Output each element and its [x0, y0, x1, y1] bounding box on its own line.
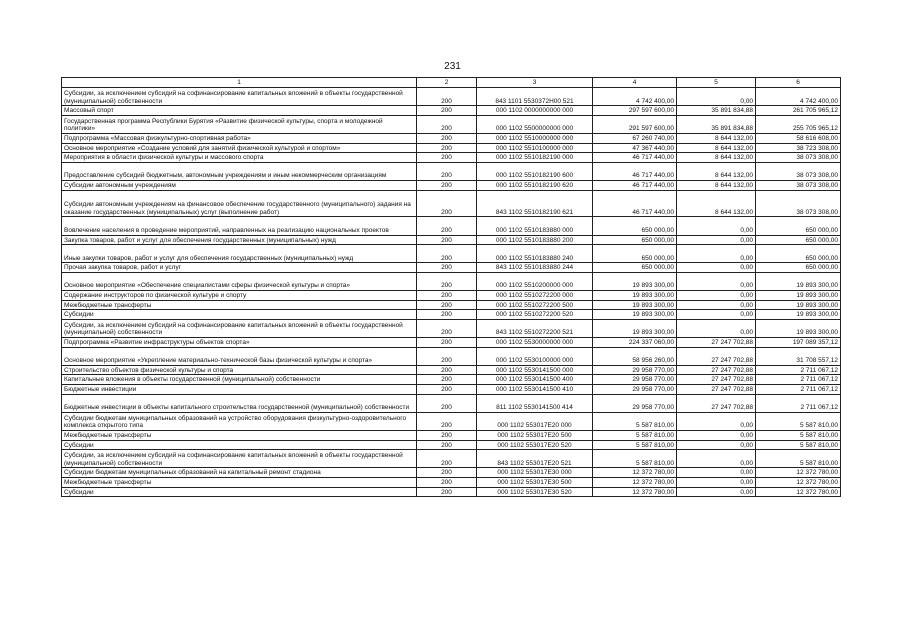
- classification-code-cell: 843 1102 553017Е20 521: [477, 450, 593, 468]
- table-row: [62, 133, 841, 143]
- table-row: [62, 365, 841, 375]
- unexecuted-amount-cell: 38 723 308,00: [756, 143, 841, 153]
- classification-code-cell: 000 1102 5500000000 000: [477, 115, 593, 133]
- unexecuted-amount-cell: 2 711 067,12: [756, 394, 841, 412]
- item-name-cell: Строительство объектов физической культуры и спорта: [62, 365, 417, 375]
- table-row: [62, 180, 841, 190]
- approved-amount-cell: 5 587 810,00: [593, 412, 677, 430]
- approved-amount-cell: 650 000,00: [593, 263, 677, 273]
- column-header-3: 3: [477, 78, 593, 88]
- approved-amount-cell: 47 367 440,00: [593, 143, 677, 153]
- table-row: [62, 347, 841, 365]
- approved-amount-cell: 46 717 440,00: [593, 153, 677, 163]
- unexecuted-amount-cell: 19 893 300,00: [756, 272, 841, 290]
- approved-amount-cell: 29 958 770,00: [593, 385, 677, 395]
- table-row: [62, 440, 841, 450]
- executed-amount-cell: 27 247 702,88: [677, 394, 756, 412]
- approved-amount-cell: 12 372 780,00: [593, 487, 677, 497]
- table-row: [62, 385, 841, 395]
- executed-amount-cell: 0,00: [677, 450, 756, 468]
- executed-amount-cell: 0,00: [677, 245, 756, 263]
- unexecuted-amount-cell: 261 705 965,12: [756, 106, 841, 116]
- item-name-cell: Субсидии: [62, 310, 417, 320]
- item-name-cell: Межбюджетные трансферты: [62, 477, 417, 487]
- unexecuted-amount-cell: 5 587 810,00: [756, 440, 841, 450]
- unexecuted-amount-cell: 5 587 810,00: [756, 430, 841, 440]
- item-name-cell: Подпрограмма «Массовая физкультурно-спортивная работа»: [62, 133, 417, 143]
- approved-amount-cell: 5 587 810,00: [593, 430, 677, 440]
- table-row: [62, 291, 841, 301]
- row-code-cell: 200: [417, 430, 477, 440]
- row-code-cell: 200: [417, 347, 477, 365]
- table-row: [62, 190, 841, 217]
- unexecuted-amount-cell: 2 711 067,12: [756, 365, 841, 375]
- classification-code-cell: 843 1102 5510272200 521: [477, 319, 593, 337]
- unexecuted-amount-cell: 38 073 308,00: [756, 162, 841, 180]
- table-row: [62, 235, 841, 245]
- unexecuted-amount-cell: 12 372 780,00: [756, 487, 841, 497]
- executed-amount-cell: 0,00: [677, 440, 756, 450]
- unexecuted-amount-cell: 12 372 780,00: [756, 477, 841, 487]
- classification-code-cell: 000 1102 5510182190 620: [477, 180, 593, 190]
- unexecuted-amount-cell: 19 893 300,00: [756, 300, 841, 310]
- unexecuted-amount-cell: 12 372 780,00: [756, 468, 841, 478]
- table-header-row: [62, 78, 841, 88]
- item-name-cell: Основное мероприятие «Обеспечение специалистами сферы физической культуры и спорта»: [62, 272, 417, 290]
- executed-amount-cell: 0,00: [677, 272, 756, 290]
- item-name-cell: Подпрограмма «Развитие инфраструктуры объектов спорта»: [62, 338, 417, 348]
- classification-code-cell: 000 1102 5530141500 410: [477, 385, 593, 395]
- item-name-cell: Закупка товаров, работ и услуг для обеспечения государственных (муниципальных) нужд: [62, 235, 417, 245]
- approved-amount-cell: 4 742 400,00: [593, 88, 677, 106]
- classification-code-cell: 000 1102 553017Е30 500: [477, 477, 593, 487]
- classification-code-cell: 000 1102 5510272200 520: [477, 310, 593, 320]
- executed-amount-cell: 8 644 132,00: [677, 162, 756, 180]
- item-name-cell: Субсидии бюджетам муниципальных образований на капитальный ремонт стадиона: [62, 468, 417, 478]
- executed-amount-cell: 8 644 132,00: [677, 153, 756, 163]
- row-code-cell: 200: [417, 115, 477, 133]
- item-name-cell: Иные закупки товаров, работ и услуг для обеспечения государственных (муниципальных) нужд: [62, 245, 417, 263]
- executed-amount-cell: 0,00: [677, 319, 756, 337]
- executed-amount-cell: 8 644 132,00: [677, 190, 756, 217]
- approved-amount-cell: 650 000,00: [593, 235, 677, 245]
- executed-amount-cell: 0,00: [677, 88, 756, 106]
- table-row: [62, 310, 841, 320]
- row-code-cell: 200: [417, 468, 477, 478]
- item-name-cell: Субсидии, за исключением субсидий на софинансирование капитальных вложений в объекты государственной (муниципальной) собственности: [62, 88, 417, 106]
- row-code-cell: 200: [417, 487, 477, 497]
- executed-amount-cell: 27 247 702,88: [677, 338, 756, 348]
- unexecuted-amount-cell: 19 893 300,00: [756, 319, 841, 337]
- executed-amount-cell: 0,00: [677, 487, 756, 497]
- item-name-cell: Массовый спорт: [62, 106, 417, 116]
- classification-code-cell: 000 1102 5530141500 000: [477, 365, 593, 375]
- table-row: [62, 319, 841, 337]
- approved-amount-cell: 297 597 600,00: [593, 106, 677, 116]
- approved-amount-cell: 58 956 260,00: [593, 347, 677, 365]
- table-row: [62, 217, 841, 235]
- executed-amount-cell: 27 247 702,88: [677, 385, 756, 395]
- classification-code-cell: 000 1102 553017Е20 500: [477, 430, 593, 440]
- row-code-cell: 200: [417, 394, 477, 412]
- classification-code-cell: 000 1102 5510183880 240: [477, 245, 593, 263]
- row-code-cell: 200: [417, 190, 477, 217]
- executed-amount-cell: 27 247 702,88: [677, 375, 756, 385]
- classification-code-cell: 000 1102 5510000000 000: [477, 133, 593, 143]
- executed-amount-cell: 0,00: [677, 430, 756, 440]
- item-name-cell: Мероприятия в области физической культуры и массового спорта: [62, 153, 417, 163]
- classification-code-cell: 000 1102 5510272200 000: [477, 291, 593, 301]
- table-row: [62, 412, 841, 430]
- executed-amount-cell: 27 247 702,88: [677, 347, 756, 365]
- row-code-cell: 200: [417, 385, 477, 395]
- row-code-cell: 200: [417, 477, 477, 487]
- approved-amount-cell: 5 587 810,00: [593, 440, 677, 450]
- classification-code-cell: 811 1102 5530141500 414: [477, 394, 593, 412]
- table-row: [62, 300, 841, 310]
- item-name-cell: Прочая закупка товаров, работ и услуг: [62, 263, 417, 273]
- item-name-cell: Межбюджетные трансферты: [62, 300, 417, 310]
- table-row: [62, 263, 841, 273]
- executed-amount-cell: 8 644 132,00: [677, 143, 756, 153]
- executed-amount-cell: 27 247 702,88: [677, 365, 756, 375]
- row-code-cell: 200: [417, 310, 477, 320]
- item-name-cell: Субсидии автономным учреждениям: [62, 180, 417, 190]
- unexecuted-amount-cell: 650 000,00: [756, 263, 841, 273]
- approved-amount-cell: 46 717 440,00: [593, 190, 677, 217]
- approved-amount-cell: 650 000,00: [593, 245, 677, 263]
- approved-amount-cell: 291 597 600,00: [593, 115, 677, 133]
- approved-amount-cell: 19 893 300,00: [593, 291, 677, 301]
- page-number: 231: [444, 61, 461, 72]
- executed-amount-cell: 0,00: [677, 310, 756, 320]
- table-row: [62, 477, 841, 487]
- approved-amount-cell: 5 587 810,00: [593, 450, 677, 468]
- table-body: [62, 88, 841, 497]
- executed-amount-cell: 0,00: [677, 217, 756, 235]
- unexecuted-amount-cell: 650 000,00: [756, 235, 841, 245]
- unexecuted-amount-cell: 38 073 308,00: [756, 190, 841, 217]
- row-code-cell: 200: [417, 365, 477, 375]
- classification-code-cell: 000 1102 553017Е30 000: [477, 468, 593, 478]
- item-name-cell: Государственная программа Республики Бурятия «Развитие физической культуры, спорта и молодежной политики»: [62, 115, 417, 133]
- column-header-2: 2: [417, 78, 477, 88]
- unexecuted-amount-cell: 38 073 308,00: [756, 153, 841, 163]
- classification-code-cell: 000 1102 5510100000 000: [477, 143, 593, 153]
- unexecuted-amount-cell: 197 089 357,12: [756, 338, 841, 348]
- row-code-cell: 200: [417, 217, 477, 235]
- executed-amount-cell: 0,00: [677, 235, 756, 245]
- table-row: [62, 88, 841, 106]
- executed-amount-cell: 35 891 834,88: [677, 106, 756, 116]
- executed-amount-cell: 0,00: [677, 468, 756, 478]
- unexecuted-amount-cell: 5 587 810,00: [756, 412, 841, 430]
- row-code-cell: 200: [417, 263, 477, 273]
- executed-amount-cell: 0,00: [677, 477, 756, 487]
- executed-amount-cell: 0,00: [677, 263, 756, 273]
- unexecuted-amount-cell: 5 587 810,00: [756, 450, 841, 468]
- item-name-cell: Капитальные вложения в объекты государственной (муниципальной) собственности: [62, 375, 417, 385]
- item-name-cell: Субсидии: [62, 440, 417, 450]
- row-code-cell: 200: [417, 180, 477, 190]
- approved-amount-cell: 67 260 740,00: [593, 133, 677, 143]
- row-code-cell: 200: [417, 300, 477, 310]
- approved-amount-cell: 29 958 770,00: [593, 365, 677, 375]
- classification-code-cell: 843 1102 5510183880 244: [477, 263, 593, 273]
- row-code-cell: 200: [417, 375, 477, 385]
- row-code-cell: 200: [417, 319, 477, 337]
- item-name-cell: Субсидии, за исключением субсидий на софинансирование капитальных вложений в объекты государственной (муниципальной) собственности: [62, 450, 417, 468]
- table-row: [62, 487, 841, 497]
- item-name-cell: Субсидии: [62, 487, 417, 497]
- approved-amount-cell: 19 893 300,00: [593, 319, 677, 337]
- approved-amount-cell: 29 958 770,00: [593, 375, 677, 385]
- column-header-1: 1: [62, 78, 417, 88]
- unexecuted-amount-cell: 255 705 965,12: [756, 115, 841, 133]
- budget-table: [61, 77, 841, 497]
- executed-amount-cell: 0,00: [677, 300, 756, 310]
- table-row: [62, 162, 841, 180]
- row-code-cell: 200: [417, 338, 477, 348]
- approved-amount-cell: 19 893 300,00: [593, 300, 677, 310]
- item-name-cell: Межбюджетные трансферты: [62, 430, 417, 440]
- row-code-cell: 200: [417, 143, 477, 153]
- unexecuted-amount-cell: 58 616 608,00: [756, 133, 841, 143]
- classification-code-cell: 000 1102 5530000000 000: [477, 338, 593, 348]
- row-code-cell: 200: [417, 162, 477, 180]
- column-header-5: 5: [677, 78, 756, 88]
- unexecuted-amount-cell: 650 000,00: [756, 217, 841, 235]
- table-row: [62, 115, 841, 133]
- table-row: [62, 450, 841, 468]
- row-code-cell: 200: [417, 245, 477, 263]
- row-code-cell: 200: [417, 133, 477, 143]
- approved-amount-cell: 46 717 440,00: [593, 180, 677, 190]
- executed-amount-cell: 0,00: [677, 291, 756, 301]
- approved-amount-cell: 19 893 300,00: [593, 272, 677, 290]
- approved-amount-cell: 224 337 060,00: [593, 338, 677, 348]
- unexecuted-amount-cell: 4 742 400,00: [756, 88, 841, 106]
- item-name-cell: Субсидии автономным учреждениям на финансовое обеспечение государственного (муниципального) задания на оказание государственных (муниципальных) услуг (выполнение работ): [62, 190, 417, 217]
- classification-code-cell: 000 1102 5510182190 600: [477, 162, 593, 180]
- table-row: [62, 143, 841, 153]
- approved-amount-cell: 46 717 440,00: [593, 162, 677, 180]
- executed-amount-cell: 35 891 834,88: [677, 115, 756, 133]
- item-name-cell: Бюджетные инвестиции в объекты капитального строительства государственной (муниципальной) собственности: [62, 394, 417, 412]
- unexecuted-amount-cell: 650 000,00: [756, 245, 841, 263]
- unexecuted-amount-cell: 31 708 557,12: [756, 347, 841, 365]
- row-code-cell: 200: [417, 235, 477, 245]
- classification-code-cell: 000 1102 5530100000 000: [477, 347, 593, 365]
- unexecuted-amount-cell: 38 073 308,00: [756, 180, 841, 190]
- classification-code-cell: 000 1102 5510183880 000: [477, 217, 593, 235]
- table-row: [62, 245, 841, 263]
- table-row: [62, 338, 841, 348]
- table-row: [62, 394, 841, 412]
- column-header-6: 6: [756, 78, 841, 88]
- classification-code-cell: 000 1102 5510272200 500: [477, 300, 593, 310]
- classification-code-cell: 000 1102 553017Е30 520: [477, 487, 593, 497]
- classification-code-cell: 843 1101 5530372Н00 521: [477, 88, 593, 106]
- approved-amount-cell: 12 372 780,00: [593, 468, 677, 478]
- unexecuted-amount-cell: 2 711 067,12: [756, 385, 841, 395]
- executed-amount-cell: 0,00: [677, 412, 756, 430]
- unexecuted-amount-cell: 2 711 067,12: [756, 375, 841, 385]
- classification-code-cell: 000 1102 553017Е20 000: [477, 412, 593, 430]
- item-name-cell: Бюджетные инвестиции: [62, 385, 417, 395]
- item-name-cell: Содержание инструкторов по физической культуре и спорту: [62, 291, 417, 301]
- row-code-cell: 200: [417, 291, 477, 301]
- row-code-cell: 200: [417, 440, 477, 450]
- row-code-cell: 200: [417, 153, 477, 163]
- row-code-cell: 200: [417, 88, 477, 106]
- executed-amount-cell: 8 644 132,00: [677, 133, 756, 143]
- item-name-cell: Основное мероприятие «Создание условий для занятий физической культурой и спортом»: [62, 143, 417, 153]
- classification-code-cell: 843 1102 5510182190 621: [477, 190, 593, 217]
- row-code-cell: 200: [417, 450, 477, 468]
- row-code-cell: 200: [417, 272, 477, 290]
- approved-amount-cell: 12 372 780,00: [593, 477, 677, 487]
- item-name-cell: Предоставление субсидий бюджетным, автономным учреждениям и иным некоммерческим организациям: [62, 162, 417, 180]
- classification-code-cell: 000 1102 0000000000 000: [477, 106, 593, 116]
- item-name-cell: Субсидии, за исключением субсидий на софинансирование капитальных вложений в объекты государственной (муниципальной) собственности: [62, 319, 417, 337]
- table-row: [62, 153, 841, 163]
- classification-code-cell: 000 1102 5510183880 200: [477, 235, 593, 245]
- table-row: [62, 272, 841, 290]
- classification-code-cell: 000 1102 5510200000 000: [477, 272, 593, 290]
- item-name-cell: Субсидии бюджетам муниципальных образований на устройство оборудования физкультурно-оздоровительного комплекса открытого типа: [62, 412, 417, 430]
- approved-amount-cell: 29 958 770,00: [593, 394, 677, 412]
- table-row: [62, 430, 841, 440]
- classification-code-cell: 000 1102 553017Е20 520: [477, 440, 593, 450]
- approved-amount-cell: 650 000,00: [593, 217, 677, 235]
- item-name-cell: Основное мероприятие «Укрепление материально-технической базы физической культуры и спорта»: [62, 347, 417, 365]
- executed-amount-cell: 8 644 132,00: [677, 180, 756, 190]
- column-header-4: 4: [593, 78, 677, 88]
- unexecuted-amount-cell: 19 893 300,00: [756, 310, 841, 320]
- row-code-cell: 200: [417, 106, 477, 116]
- classification-code-cell: 000 1102 5530141500 400: [477, 375, 593, 385]
- approved-amount-cell: 19 893 300,00: [593, 310, 677, 320]
- classification-code-cell: 000 1102 5510182190 000: [477, 153, 593, 163]
- table-row: [62, 375, 841, 385]
- unexecuted-amount-cell: 19 893 300,00: [756, 291, 841, 301]
- table-row: [62, 106, 841, 116]
- row-code-cell: 200: [417, 412, 477, 430]
- table-row: [62, 468, 841, 478]
- item-name-cell: Вовлечение населения в проведение мероприятий, направленных на реализацию национальных проектов: [62, 217, 417, 235]
